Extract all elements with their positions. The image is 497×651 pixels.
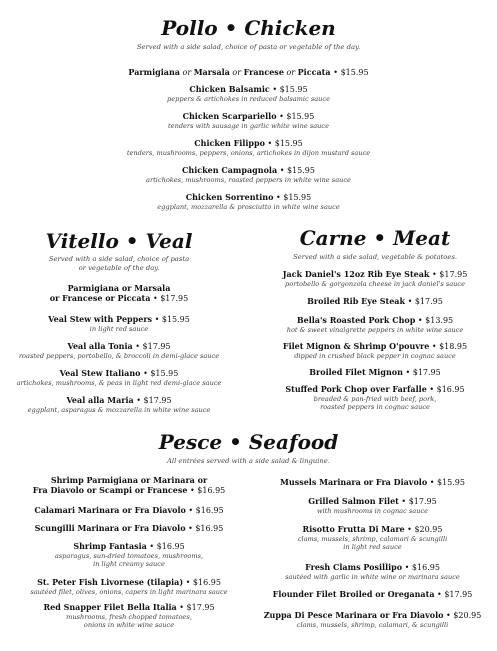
section-note-vitello: Served with a side salad, choice of pasta	[48, 255, 190, 263]
menu-item	[14, 475, 244, 496]
separator: •	[143, 369, 148, 378]
separator: •	[446, 611, 451, 620]
item-price: $16.95	[411, 563, 440, 572]
item-description: sautéed filet, olives, onions, capers in light marinara sauce	[30, 588, 228, 596]
separator: •	[401, 497, 407, 506]
item-description: artichokes, mushrooms, & peas in light red demi-glace sauce	[16, 379, 222, 387]
item-description: onions in white wine sauce	[83, 621, 175, 630]
item-price: $16.95	[197, 486, 226, 495]
item-price: $20.95	[414, 525, 443, 534]
item-name: Marsala	[193, 67, 230, 77]
item-description: tenders, mushrooms, peppers, onions, artichokes in dijon mustard sauce	[126, 149, 371, 157]
item-description: tenders with sausage in garlic white wine sauce	[168, 122, 329, 130]
item-name: Chicken Scarpariello	[182, 111, 277, 121]
item-name: or Francese or Piccata	[49, 293, 151, 303]
separator: •	[135, 342, 140, 351]
item-price: $20.95	[453, 611, 482, 620]
item-name: Veal Stew Italiano	[59, 368, 141, 378]
item-description: mushrooms, fresh chopped tomatoes,	[66, 613, 192, 621]
item-name: or	[283, 68, 298, 77]
item-description: portobello & gorgonzola cheese in jack daniel's sauce	[285, 280, 465, 288]
menu-item	[260, 384, 490, 411]
menu-item	[260, 341, 490, 360]
menu-item	[0, 67, 497, 78]
separator: •	[267, 139, 273, 148]
menu-item	[260, 269, 490, 288]
section-note-pesce: All entrées served with a side salad & linguine.	[167, 457, 330, 465]
item-name: Red Snapper Filet Bella Italia	[43, 602, 177, 612]
menu-item	[0, 138, 497, 157]
section-title-pesce: Pesce • Seafood	[158, 430, 339, 454]
item-price: $15.95	[161, 315, 190, 324]
item-price: $18.95	[439, 342, 468, 351]
menu-item	[0, 84, 497, 103]
separator: •	[407, 525, 412, 534]
item-price: $17.95	[414, 297, 443, 306]
menu-item	[255, 496, 490, 515]
item-description: breaded & pan-fried with beef, pork,	[313, 395, 437, 403]
item-name: Stuffed Pork Chop over Farfalle	[285, 384, 427, 394]
item-description: clams, mussels, shrimp, calamari, & scungilli	[296, 621, 449, 629]
menu-item	[0, 192, 497, 211]
item-name: Fresh Clams Posillipo	[305, 562, 403, 572]
item-description: dipped in crushed black pepper in cognac sauce	[294, 352, 456, 360]
item-price: $16.95	[436, 385, 465, 394]
item-name: Bella's Roasted Pork Chop	[296, 315, 416, 325]
separator: •	[272, 85, 278, 94]
separator: •	[431, 342, 437, 351]
section-pesce	[0, 432, 497, 466]
menu-item	[14, 523, 244, 534]
item-name: Chicken Sorrentino	[185, 192, 274, 202]
menu-item	[14, 541, 244, 568]
separator: •	[185, 578, 191, 587]
item-price: $17.95	[160, 294, 189, 303]
separator: •	[429, 385, 435, 394]
item-name: Scungilli Marinara or Fra Diavolo	[34, 523, 186, 533]
menu-item	[260, 367, 490, 378]
menu-item	[255, 524, 490, 551]
item-price: $15.95	[150, 369, 179, 378]
separator: •	[279, 112, 284, 121]
section-note-pollo: Served with a side salad, choice of pasta or vegetable of the day.	[136, 43, 361, 51]
item-description: roasted peppers in cognac sauce	[320, 403, 430, 412]
separator: •	[432, 270, 437, 279]
menu-item	[260, 315, 490, 334]
separator: •	[149, 542, 155, 551]
section-title-carne: Carne • Meat	[299, 226, 451, 250]
item-price: $16.95	[192, 578, 221, 587]
item-description: with mushrooms in cognac sauce	[316, 507, 429, 515]
item-description: peppers & artichokes in reduced balsamic sauce	[167, 95, 330, 103]
item-name: Shrimp Fantasia	[73, 541, 147, 551]
separator: •	[190, 486, 195, 495]
separator: •	[429, 478, 435, 487]
item-price: $17.95	[412, 368, 441, 377]
menu-item	[0, 165, 497, 184]
item-name: Chicken Campagnola	[182, 165, 278, 175]
item-name: Mussels Marinara or Fra Diavolo	[280, 477, 428, 487]
menu-item	[14, 341, 224, 360]
item-name: Parmigiana	[128, 67, 180, 77]
item-price: $17.95	[439, 270, 468, 279]
menu-item	[255, 562, 490, 581]
item-price: $16.95	[195, 524, 224, 533]
separator: •	[152, 294, 158, 303]
item-name: Broiled Filet Mignon	[309, 367, 403, 377]
item-name: Chicken Filippo	[194, 138, 265, 148]
item-description: hot & sweet vinaigrette peppers in white wine sauce	[286, 326, 464, 334]
item-name: Risotto Frutta Di Mare	[302, 524, 405, 534]
section-carne	[260, 228, 490, 262]
item-description: sautéed with garlic in white wine or marinara sauce	[285, 573, 460, 581]
item-description: in light red sauce	[343, 543, 402, 552]
separator: •	[407, 297, 413, 306]
item-name: Fra Diavolo or Scampi or Francese	[32, 485, 188, 495]
section-note-carne: Served with a side salad, vegetable & potatoes.	[292, 253, 458, 261]
menu-item	[14, 368, 224, 387]
section-pollo	[0, 18, 497, 52]
item-description: clams, mussels, shrimp, calamari & scungilli	[297, 535, 448, 543]
menu-item	[14, 577, 244, 596]
item-name: Piccata	[297, 67, 331, 77]
separator: •	[437, 590, 442, 599]
item-price: $15.95	[279, 85, 308, 94]
item-name: Veal Stew with Peppers	[48, 314, 153, 324]
item-name: Jack Daniel's 12oz Rib Eye Steak	[282, 269, 430, 279]
item-price: $15.95	[283, 193, 312, 202]
section-note-vitello-2: or vegetable of the day.	[78, 263, 160, 272]
item-price: $15.95	[436, 478, 465, 487]
item-name: Parmigiana or Marsala	[67, 283, 171, 293]
item-description: asparagus, sun-dried tomatoes, mushrooms,	[54, 552, 204, 560]
item-price: $17.95	[408, 497, 437, 506]
item-price: $17.95	[186, 603, 215, 612]
item-name: Flounder Filet Broiled or Oreganata	[272, 589, 435, 599]
menu-item	[14, 314, 224, 333]
section-title-vitello: Vitello • Veal	[45, 229, 193, 253]
item-price: $16.95	[195, 506, 224, 515]
menu-item	[14, 602, 244, 629]
menu-item	[14, 283, 224, 304]
menu-item	[255, 477, 490, 488]
item-price: $17.95	[142, 342, 171, 351]
item-price: $15.95	[286, 166, 315, 175]
separator: •	[279, 166, 285, 175]
item-description: roasted peppers, portobello, & broccoli in demi-glace sauce	[18, 352, 220, 360]
separator: •	[405, 368, 411, 377]
item-price: $15.95	[286, 112, 315, 121]
menu-item	[255, 610, 490, 629]
item-name: Chicken Balsamic	[189, 84, 270, 94]
item-name: Veal alla Tonia	[67, 341, 133, 351]
item-price: $17.95	[444, 590, 473, 599]
item-name: Zuppa Di Pesce Marinara or Fra Diavolo	[263, 610, 444, 620]
item-description: eggplant, mozzarella & prosciutto in white wine sauce	[157, 203, 340, 211]
item-price: $17.95	[143, 396, 172, 405]
item-name: Filet Mignon & Shrimp O'pouvre	[282, 341, 430, 351]
item-description: in light creamy sauce	[93, 560, 165, 569]
item-description: artichokes, mushrooms, roasted peppers in white wine sauce	[146, 176, 351, 184]
separator: •	[188, 524, 193, 533]
separator: •	[333, 68, 339, 77]
item-price: $15.95	[274, 139, 303, 148]
separator: •	[417, 316, 423, 325]
item-name: Francese	[243, 67, 284, 77]
item-name: St. Peter Fish Livornese (tilapia)	[37, 577, 184, 587]
item-name: Veal alla Maria	[66, 395, 134, 405]
item-price: $15.95	[340, 68, 369, 77]
item-name: or	[179, 68, 194, 77]
menu-item	[14, 395, 224, 414]
menu-item	[260, 296, 490, 307]
item-description: in light red sauce	[89, 325, 149, 333]
separator: •	[179, 603, 184, 612]
section-title-pollo: Pollo • Chicken	[161, 16, 336, 40]
menu-item	[0, 111, 497, 130]
menu-item	[255, 589, 490, 600]
item-name: Grilled Salmon Filet	[308, 496, 399, 506]
separator: •	[275, 193, 281, 202]
separator: •	[404, 563, 410, 572]
item-name: or	[229, 68, 244, 77]
item-price: $16.95	[156, 542, 185, 551]
separator: •	[154, 315, 160, 324]
item-price: $13.95	[425, 316, 454, 325]
item-name: Shrimp Parmigiana or Marinara or	[50, 475, 208, 485]
separator: •	[136, 396, 141, 405]
menu-item	[14, 505, 244, 516]
item-description: eggplant, asparagus & mozzarella in white wine sauce	[27, 406, 211, 414]
item-name: Broiled Rib Eye Steak	[307, 296, 406, 306]
item-name: Calamari Marinara or Fra Diavolo	[34, 505, 186, 515]
section-vitello	[14, 231, 224, 273]
separator: •	[188, 506, 194, 515]
